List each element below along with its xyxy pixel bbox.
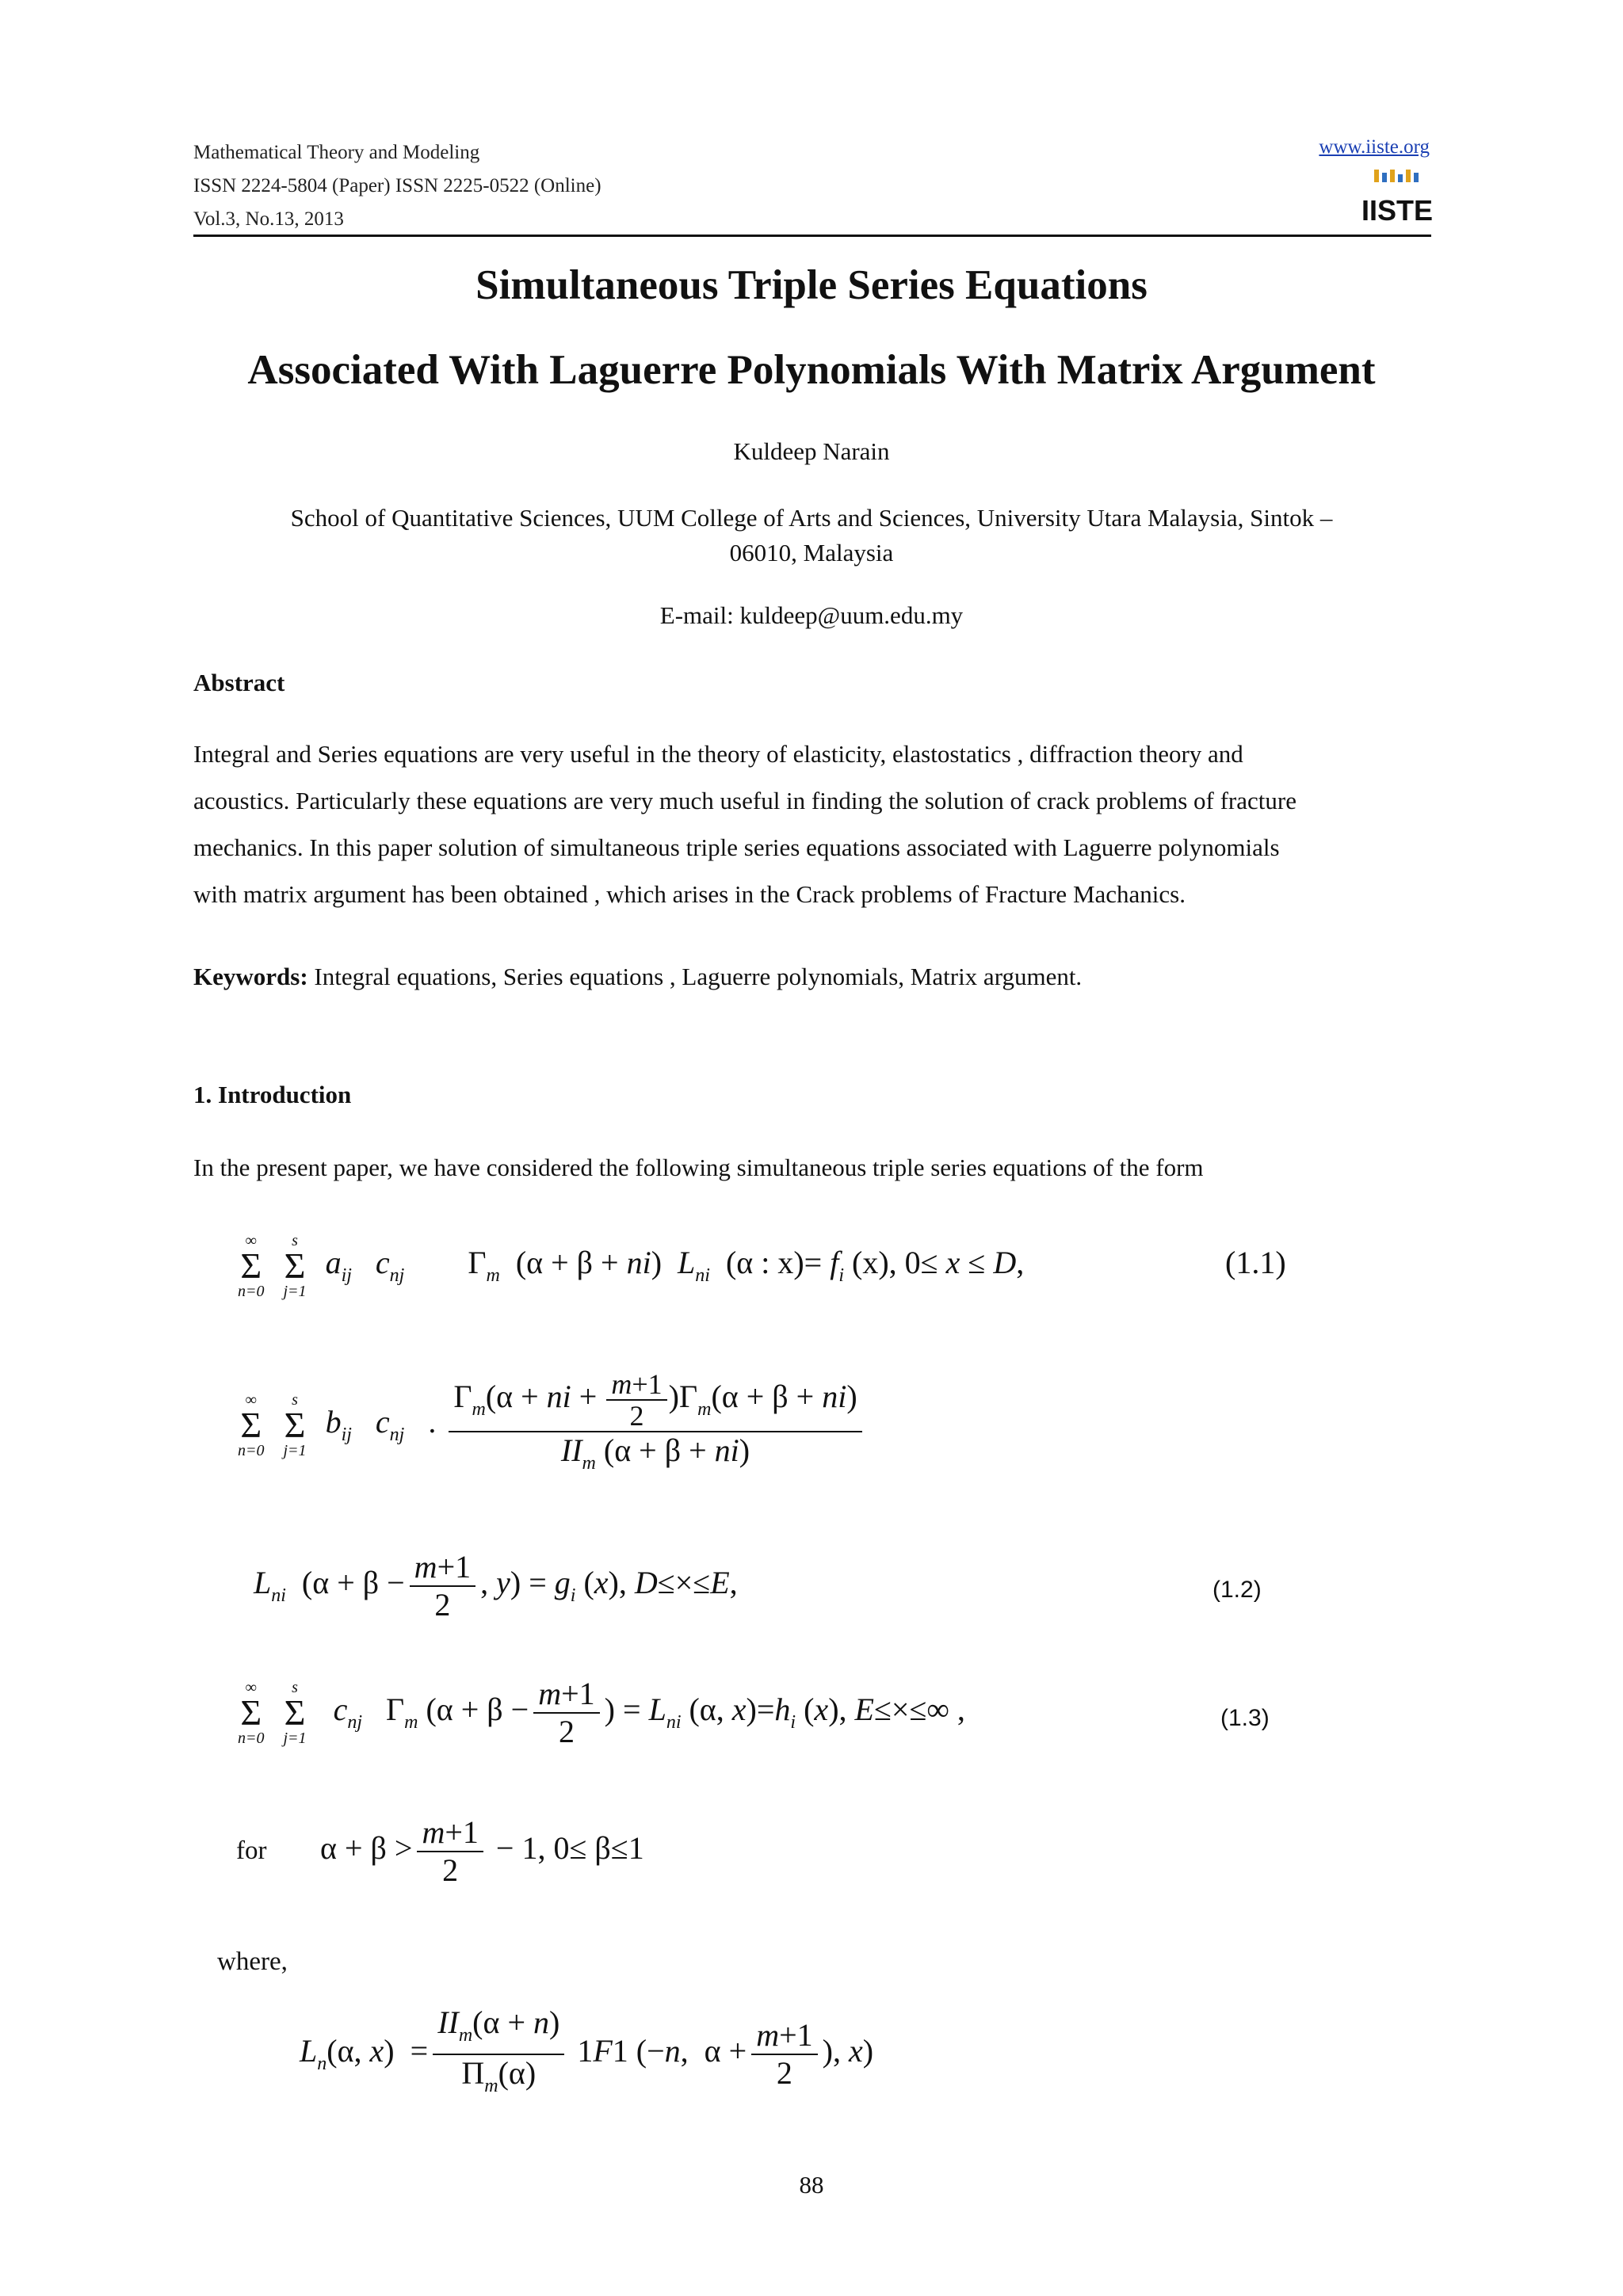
volume-line: Vol.3, No.13, 2013 [193, 208, 344, 230]
issn-line: ISSN 2224-5804 (Paper) ISSN 2225-0522 (Online) [193, 175, 601, 196]
header-rule [193, 235, 1431, 237]
equation-1-3: ∞ Σ n=0 s Σ j=1 $c_{nj}$ $\Gamma_m$ (α + β − $\frac{m+1}{2}$ ) = $L_{ni}$ (α, $x)=h_i$ (x), E≤×≤∞ , [238, 1676, 965, 1749]
laguerre-definition: $L_n(\alpha$, x) = $\frac{II_m(\alpha + n)}{\Pi_m(\alpha)}$ 1F1 (−n, α + $\frac{m+1}{2}$ ), x) [300, 2004, 874, 2096]
equation-1-2-lower: $L_{ni}$ (α + β − $\frac{m+1}{2}$ , $y) = g_i$ (x), D≤×≤E, [254, 1549, 738, 1623]
equation-1-1: ∞ Σ n=0 s Σ j=1 $a_{ij}$ $c_{nj}$ $\Gamma_m$ (α + β + ni) $L_{ni}$ (α : $x)= f_i$ (x), 0≤ x ≤ D, [238, 1232, 1025, 1300]
keywords [193, 953, 1431, 1000]
website-link[interactable]: www.iiste.org [1319, 136, 1430, 158]
affiliation-line-1: School of Quantitative Sciences, UUM College of Arts and Sciences, University Utara Malaysia, Sintok – [290, 504, 1333, 532]
journal-name: Mathematical Theory and Modeling [193, 142, 480, 163]
email: E-mail: kuldeep@uum.edu.my [659, 601, 964, 629]
page-number: 88 [799, 2171, 824, 2199]
iiste-logo [1361, 168, 1434, 227]
abstract-line: Integral and Series equations are very useful in the theory of elasticity, elastostatics , diffraction theory and [193, 740, 1243, 768]
equation-number-1-3: (1.3) [1220, 1705, 1270, 1731]
for-label: for [236, 1836, 267, 1865]
section-heading: 1. Introduction [193, 1081, 352, 1108]
title-line-1: Simultaneous Triple Series Equations [475, 262, 1148, 308]
author: Kuldeep Narain [733, 437, 890, 465]
equation-1-2-upper: ∞ Σ n=0 s Σ j=1 $b_{ij}$ $c_{nj}$ . $\Gamma_m(\alpha$ + ni + $\frac{m+1}{2}$ )$\Gamma_m(\alpha + \beta + ni)$ $II_m$ (α + β + ni) [238, 1369, 1347, 1496]
abstract-line: with matrix argument has been obtained , which arises in the Crack problems of Fracture Machanics. [193, 880, 1186, 908]
logo-lettering: IISTE [1361, 194, 1434, 227]
abstract-line: acoustics. Particularly these equations are very much useful in finding the solution of crack problems of fracture [193, 787, 1296, 814]
affiliation-line-2: 06010, Malaysia [729, 539, 894, 566]
title-line-2: Associated With Laguerre Polynomials With Matrix Argument [247, 347, 1376, 393]
where-label: where, [217, 1947, 288, 1976]
keywords-label: Keywords: [193, 963, 308, 990]
keywords-text: Integral equations, Series equations , Laguerre polynomials, Matrix argument. [307, 963, 1083, 990]
intro-text: In the present paper, we have considered the following simultaneous triple series equations of the form [193, 1154, 1204, 1181]
abstract-body [193, 730, 1431, 917]
equation-number-1-1: (1.1) [1225, 1245, 1286, 1280]
condition-expression: α + β > $\frac{m+1}{2}$ − 1, 0≤ β≤1 [320, 1814, 644, 1888]
abstract-line: mechanics. In this paper solution of simultaneous triple series equations associated with Laguerre polynomials [193, 833, 1280, 861]
equation-number-1-2: (1.2) [1212, 1577, 1262, 1603]
abstract-heading: Abstract [193, 669, 285, 696]
